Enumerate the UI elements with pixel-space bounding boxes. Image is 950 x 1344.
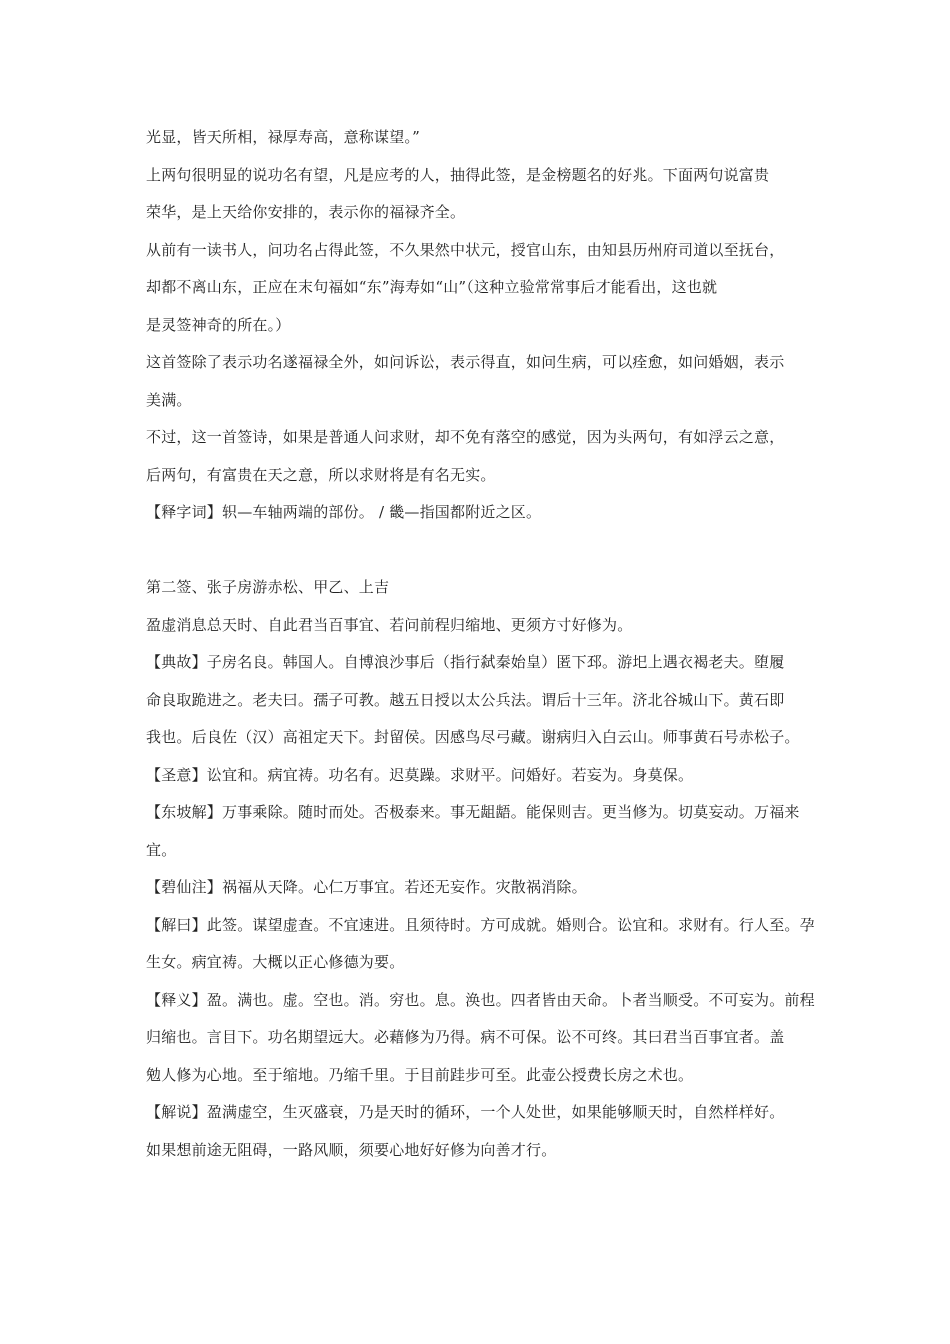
text-line: 这首签除了表示功名遂福禄全外，如问诉讼，表示得直，如问生病，可以痊愈，如问婚姻，表示 [146, 353, 785, 371]
text-line: 命良取跪进之。老夫曰。孺子可教。越五日授以太公兵法。谓后十三年。济北谷城山下。黄石即 [146, 690, 785, 709]
section-spacer [146, 532, 822, 570]
text-line: 【圣意】讼宜和。病宜祷。功名有。迟莫躁。求财平。问婚好。若妄为。身莫保。 [146, 765, 694, 784]
text-line: 【典故】子房名良。韩国人。自博浪沙事后（指行弑秦始皇）匿下邳。游圯上遇衣褐老夫。堕履 [146, 653, 785, 671]
text-line: 光显，皆天所相，禄厚寿高，意称谋望。” [146, 128, 420, 146]
text-line: 我也。后良佐（汉）高祖定天下。封留侯。因感鸟尽弓藏。谢病归入白云山。师事黄石号赤松子。 [146, 728, 800, 746]
text-line: 勉人修为心地。至于缩地。乃缩千里。于目前跬步可至。此壶公授费长房之术也。 [146, 1065, 694, 1084]
text-line: 如果想前途无阻碍，一路风顺，须要心地好好修为向善才行。 [146, 1140, 557, 1159]
text-line: 荣华，是上天给你安排的，表示你的福禄齐全。 [146, 203, 466, 221]
text-line: 【东坡解】万事乘除。随时而处。否极泰来。事无龃龉。能保则吉。更当修为。切莫妄动。万福来 [146, 803, 800, 821]
text-line: 生女。病宜祷。大概以正心修德为要。 [146, 953, 405, 971]
text-line: 【释义】盈。满也。虚。空也。消。穷也。息。涣也。四者皆由天命。卜者当顺受。不可妄为。前程 [146, 990, 815, 1009]
text-line: 【解曰】此签。谋望虚查。不宜速进。且须待时。方可成就。婚则合。讼宜和。求财有。行人至。孕 [146, 915, 815, 934]
text-line: 却都不离山东，正应在末句福如“东”海寿如“山”（这种立验常常事后才能看出，这也就 [146, 278, 718, 296]
text-line: 上两句很明显的说功名有望，凡是应考的人，抽得此签，是金榜题名的好兆。下面两句说富贵 [146, 165, 770, 184]
text-line: 【解说】盈满虚空，生灭盛衰，乃是天时的循环，一个人处世，如果能够顺天时，自然样样好。 [146, 1103, 785, 1121]
text-line: 不过，这一首签诗，如果是普通人问求财，却不免有落空的感觉，因为头两句，有如浮云之意， [146, 428, 785, 446]
document-body [146, 119, 822, 1169]
text-line: 后两句，有富贵在天之意，所以求财将是有名无实。 [146, 465, 496, 484]
text-line: 美满。 [146, 390, 192, 409]
text-line: 是灵签神奇的所在。） [146, 315, 291, 334]
glossary-line: 【释字词】轵—车轴两端的部份。 / 畿—指国都附近之区。 [146, 503, 542, 521]
poem-line: 盈虚消息总天时、自此君当百事宜、若问前程归缩地、更须方寸好修为。 [146, 615, 633, 634]
text-line: 宜。 [146, 840, 177, 859]
text-line: 【碧仙注】祸福从天降。心仁万事宜。若还无妄作。灾散祸消除。 [146, 878, 587, 896]
text-line: 从前有一读书人，问功名占得此签，不久果然中状元，授官山东，由知县历州府司道以至抚台， [146, 240, 785, 259]
text-line: 归缩也。言目下。功名期望远大。必藉修为乃得。病不可保。讼不可终。其曰君当百事宜者。盖 [146, 1028, 785, 1046]
section-heading: 第二签、张子房游赤松、甲乙、上吉 [146, 578, 390, 596]
